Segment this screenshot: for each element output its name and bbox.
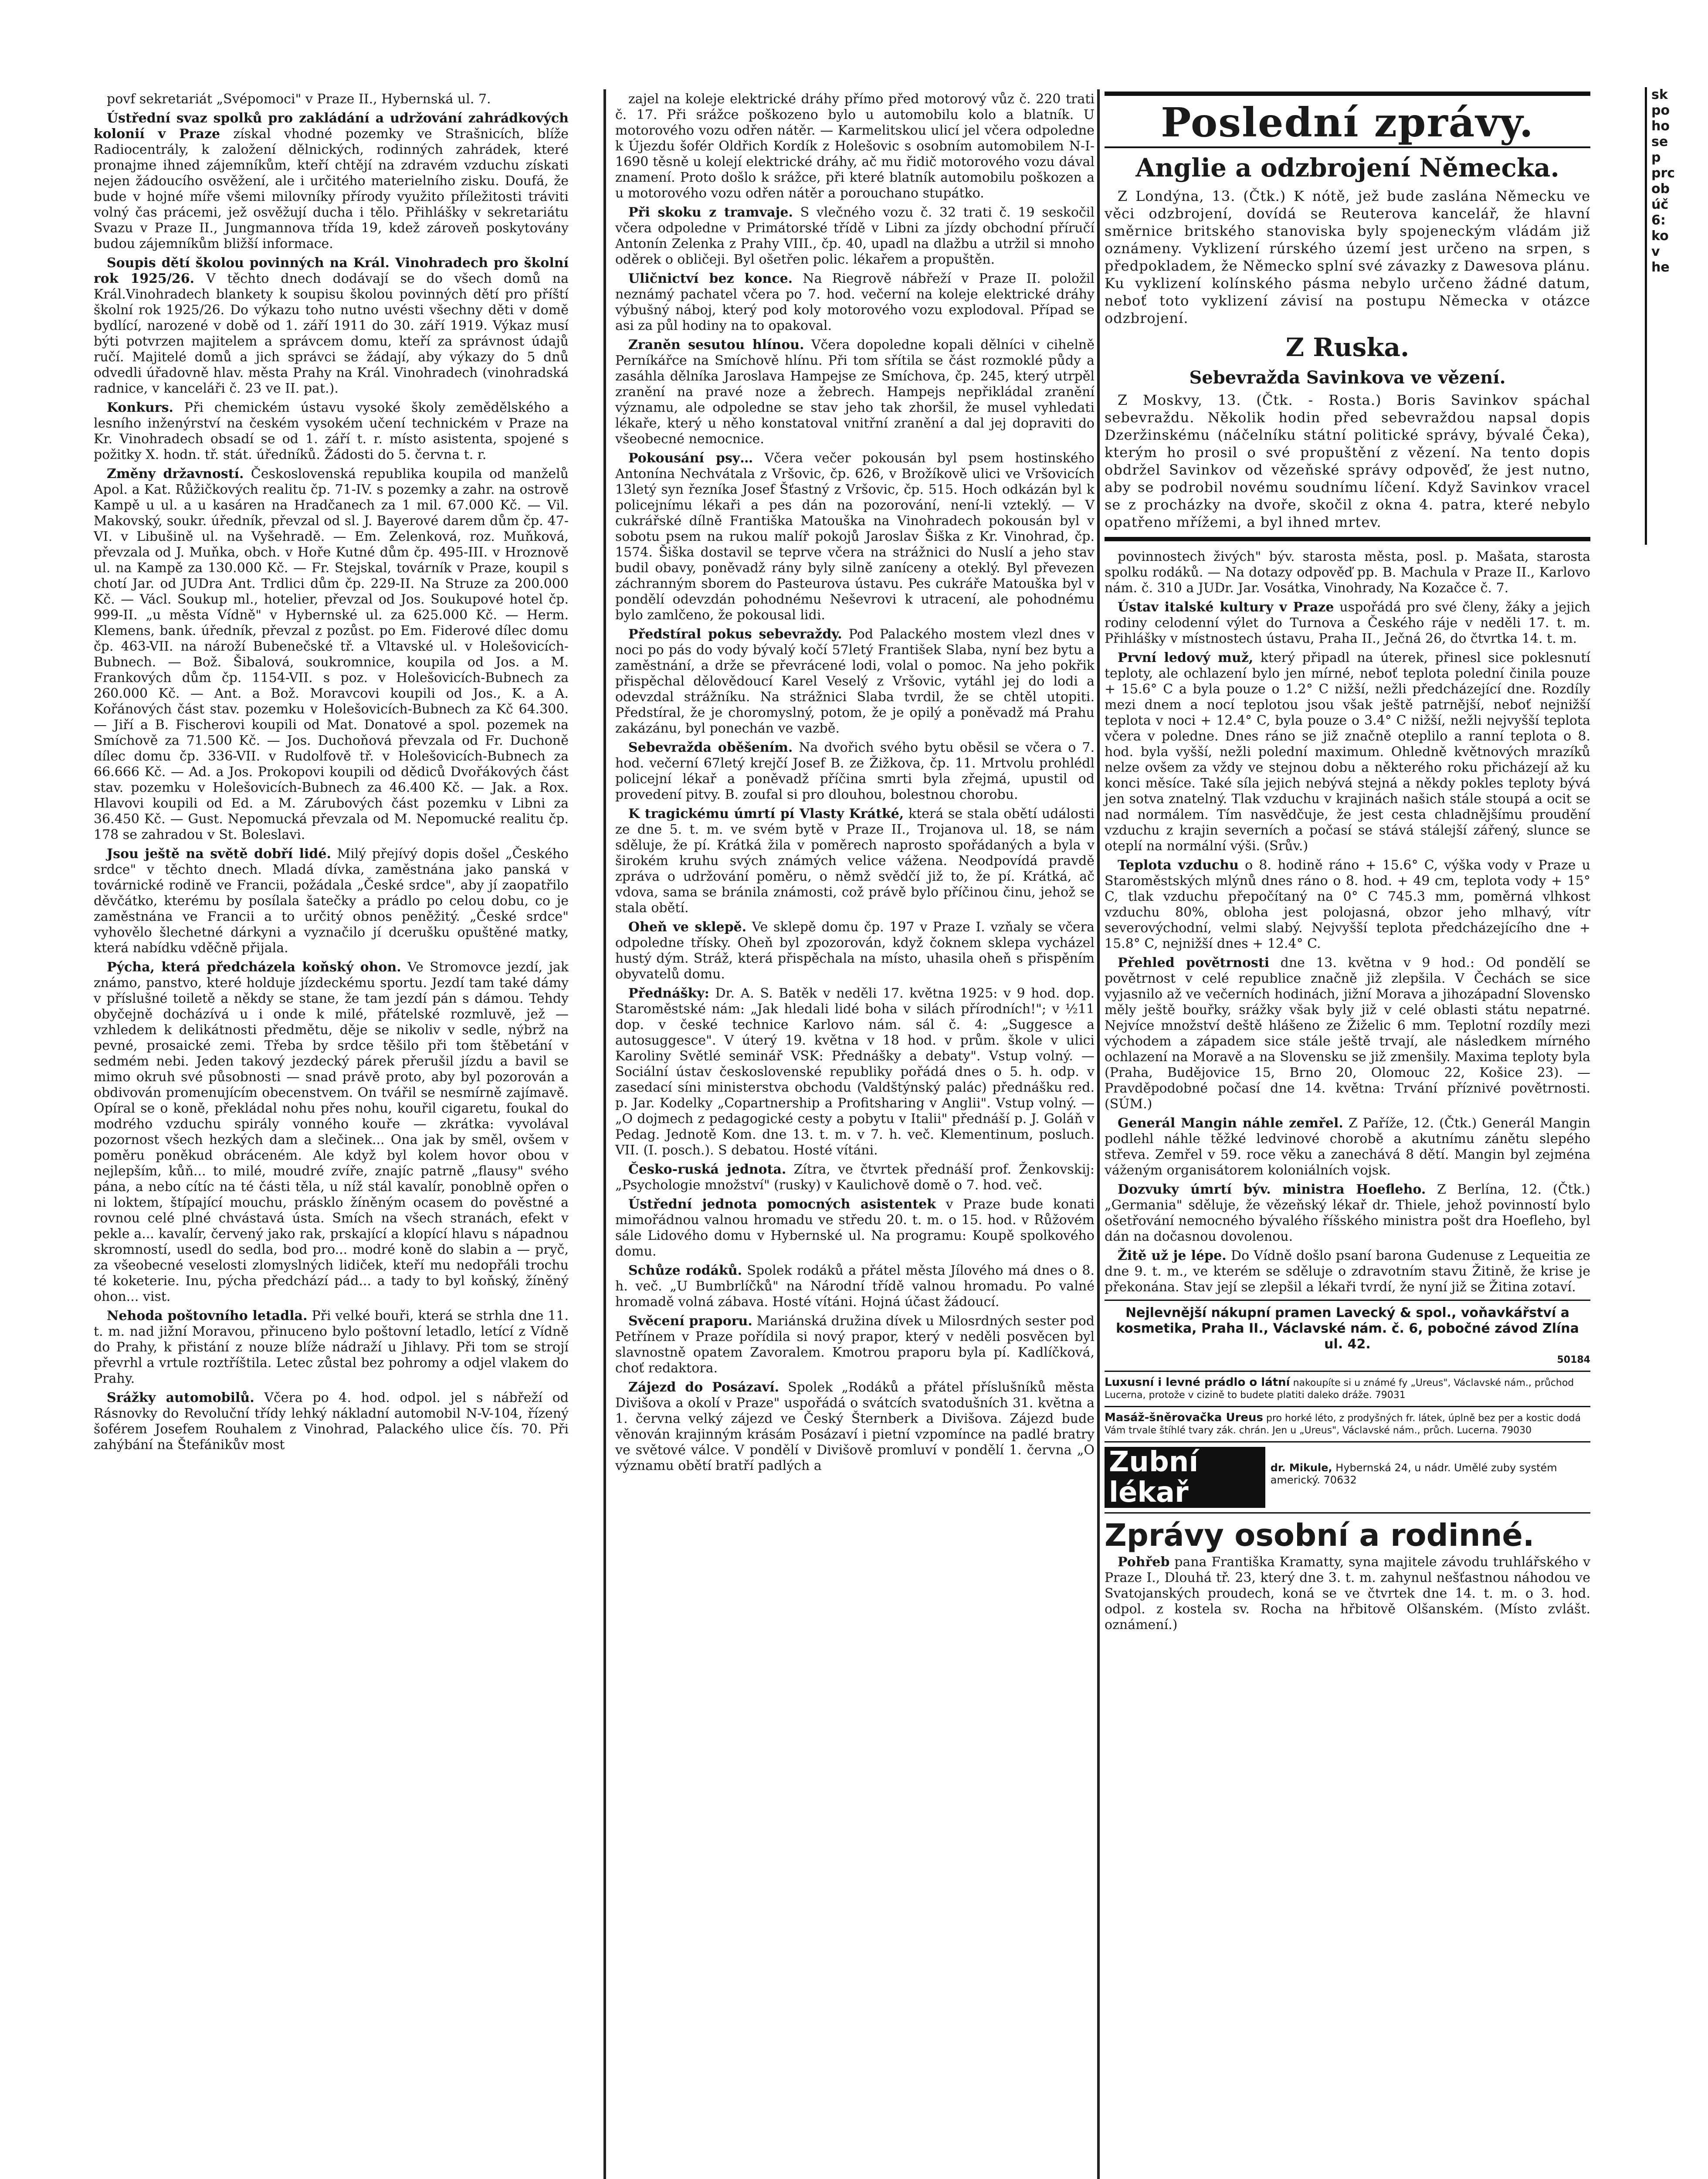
article-text: Na dvořich svého bytu oběsil se včera o 7. hod. večerní 67letý krejčí Josef B. ze Žižkova, čp. 11. Mrtvolu prohlédl policejní lékař a poněvadž příčina smrti byla zřejmá, upustil od provedení pitvy. B. zoufal si pro dlouhou, bolestnou chorobu. [615,740,1095,802]
article-item [615,337,1095,447]
article-text: Dr. A. S. Batěk v neděli 17. května 1925: v 9 hod. dop. Staroměstské nám: „Jak hledali lidé boha v silách přírodních!"; v ½11 dop. v české technice Karlovo nám. sál č. 4: „Suggesce a autosuggesce". V úterý 19. května v 18 hod. v prům. škole v ulici Karoliny Světlé seminář VSK: Přednášky a debaty". Vstup volný. — Sociální ústav československé republiky pořádá dnes o 5. h. odp. v zasedací síni ministerstva obchodu (Valdštýnský palác) přednášku red. p. Jar. Kodelky „Copartnership a Profitsharing v Anglii". Vstup volný. — „O dojmech z pedagogické cesty a pobytu v Italii" přednáší p. J. Goláň v Pedag. Jednotě Kom. dne 13. t. m. v 7. h. več. Klementinum, posluch. VII. (I. posch.). S debatou. Hosté vítáni. [615,986,1095,1158]
article-text: získal vhodné pozemky ve Strašnicích, blíže Radiocentrály, k založení dělnických, rodinných zahrádek, které pronajme ihned zájemníkům, kteří chtějí na zdravém vzduchu získati nejen žádoucího osvěžení, ale i určitého materielního zisku. Doufá, že bude v hojné míře všemi milovníky přírody využito příležitosti tráviti volný čas prácemi, jež osvěžují ducha i tělo. Přihlášky v sekretariátu Svazu v Praze II., Jungmannova třída 19, kdež zároveň poskytovány budou zájemníkům bližší informace. [94,126,569,251]
article-savinkov: Z Moskvy, 13. (Čtk. - Rosta.) Boris Savinkov spáchal sebevraždu. Několik hodin před sebevraždou napsal dopis Dzeržinskému (náčelníku státní politické správy, bývalé Čeka), kterým ho prosil o své propuštění z vězení. Na tento dopis obdržel Savinkov od vězeňské správy odpověď, že jest nutno, aby se podrobil novému soudnímu líčení. Když Savinkov vracel se z procházky na dvoře, skočil z okna 4. patra, které nebylo opatřeno mřížemi, a byl ihned mrtev. [1105,392,1590,530]
article-headline: Jsou ještě na světě dobří lidé. [107,846,331,862]
article-headline: Dozvuky úmrtí býv. ministra Hoefleho. [1118,1182,1426,1197]
article-item [615,920,1095,982]
column-2 [615,92,1095,1477]
article-text: Z Paříže, 12. (Čtk.) Generál Mangin podlehl náhle těžké ledvinové chorobě a akutnímu zánětu slepého střeva. Zemřel v 59. roce věku a zanechává 8 dětí. Mangin byl zejména váženým organisátorem koloniálních vojsk. [1105,1116,1590,1178]
strip-fragment: p [1651,150,1661,165]
article-item [94,846,569,956]
ad-divider [1105,1441,1590,1442]
article-headline: Přednášky: [628,986,709,1001]
ad-dentist-details [1271,1462,1590,1486]
article-item [615,1162,1095,1193]
article-headline: Uličnictví bez konce. [628,271,793,286]
strip-fragment: prc [1651,166,1675,181]
article-text: Ve Stromovce jezdí, jak známo, panstvo, které holduje jízdeckému sportu. Jezdí tam také dámy v příslušné toiletě a někdy se stane, že tam jezdí pán s dámou. Tehdy obyčejně docházívá u i onde k milé, přátelské rozmluvě, jež — vzhledem k delikátnosti předmětu, děje se nikoliv v sedle, nýbrž na pevné, prosaické zemi. Třeba by srdce těšilo při tom štěbetání v sedmém nebi. Jeden takový jezdecký párek přerušil jízdu a bavil se mimo okruh své působnosti — snad právě proto, aby byl pozorován a obdivován promenujícím obecenstvem. On tvářil se nesmírně zajímavě. Opíral se o koně, překládal nohu přes nohu, kouřil cigaretu, foukal do modrého vzduchu spirály vonného kouře — zkrátka: vyvolával pozornost všech hezkých dam a slečinek... Ona jak by směl, ovšem v poměru poněkud obráceném. Ale když byl kolem hovor obou v nejlepším, kůň... to milé, moudré zvíře, znajíc patrně „flausy" svého pána, a nebo cítíc na té části těla, u níž stál kavalír, ponoblně opřen o ni loktem, štípající mouchu, prásklo žíněným ocasem do pověstné a rovnou celé plné chvástavá ústa. Smích na všech stranách, efekt v pekle a... kavalír, červený jako rak, prskající a klopící hlavu s nápadnou skromností, usedl do sedla, bod pro... modré koně do slabin a — pryč, za všeobecné veselosti zlomyslných lidiček, kteří mu nedopřáli trochu té koketerie. Inu, pýcha předchází pád... a tady to byl koňský, žíněný ohon... vist. [94,960,569,1304]
article-item [615,1197,1095,1259]
article-item [94,255,569,397]
article-headline: Žitě už je lépe. [1118,1248,1227,1263]
column-rule [1097,89,1100,2179]
article-text: Zítra, ve čtvrtek přednáší prof. Ženkovskij: „Psychologie množství" (rusky) v Kaulichově domě o 7. hod. več. [615,1162,1095,1193]
ad-dentist-address: Hybernská 24, u nádr. Umělé zuby systém americký. [1270,1462,1557,1486]
article-headline: Svěcení praporu. [628,1314,752,1329]
article-item [615,451,1095,623]
ad-dentist-number: 70632 [1323,1474,1357,1486]
article-headline: Ústřední svaz spolků pro zakládání a udržování zahrádkových kolonií v Praze [94,111,569,142]
ad-divider [1105,1512,1590,1514]
article-item [615,986,1095,1158]
article-text: Včera po 4. hod. odpol. jel s nábřeží od Rásnovky do Revoluční třídy lehký nákladní automobil N-V-104, řízený šoférem Josefem Rouhalem z Vinohrad, Palackého ulice čís. 70. Při zahýbání na Štefánikův most [94,1390,569,1453]
personal-news-text: pana Františka Kramatty, syna majitele závodu truhlářského v Praze I., Dlouhá tř. 23, který dne 3. t. m. zahynul nešťastnou náhodou ve Svatojanských proudech, koná se ve čtvrtek dne 14. t. m. o 3. hod. odpol. z kostela sv. Rocha na hřbitově Olšanském. (Místo zvlášt. oznámení.) [1105,1554,1590,1633]
article-item [615,740,1095,803]
ad-dentist [1105,1447,1590,1508]
article-item [1105,955,1590,1112]
column-3-items [1105,549,1590,1295]
article-text: Na Riegrově nábřeží v Praze II. položil neznámý pachatel včera po 7. hod. večerní na koleje elektrické dráhy výbušný náboj, který pod koly motorového vozu explodoval. Případ se asi za půl hodiny na to opakoval. [615,271,1095,333]
article-text: Spolek rodáků a přátel města Jílového má dnes o 8. h. več. „U Bumbrlíčků" na Národní třídě valnou hromadu. Po valné hromadě volná zábava. Hosté vítáni. Hojná účast žádoucí. [615,1263,1095,1310]
article-text: v Praze bude konati mimořádnou valnou hromadu ve středu 20. t. m. o 15. hod. v Růžovém sále Lidového domu v Hybernské ul. Na programu: Koupě spolkového domu. [615,1197,1095,1259]
headline-rusko: Z Ruska. [1285,333,1410,362]
column-1 [94,92,569,1456]
article-item [94,1308,569,1387]
article-item [615,1380,1095,1474]
article-text: Do Vídně došlo psaní barona Gudenuse z Lequeitia ze dne 9. t. m., ve kterém se sděluje o zdravotním stavu Žitině, že krise je překonána. Stav její se zlepšil a lékaři tvrdí, že nyní již se Žitina zotaví. [1105,1248,1590,1295]
ad-divider [1105,1406,1590,1407]
article-text: Při velké bouři, která se strhla dne 11. t. m. nad jižní Moravou, přinuceno bylo poštovní letadlo, letící z Vídně do Prahy, k přistání z nouze blíže nádraží u Jihlavy. Při tom se strojí převrhl a vrtule roztříštila. Letec zůstal bez pohromy a odjel vlakem do Prahy. [94,1308,569,1386]
article-item [94,111,569,252]
article-headline: Schůze rodáků. [628,1263,742,1278]
article-headline: Konkurs. [107,400,173,415]
article-item [1105,1116,1590,1178]
article-item [615,627,1095,737]
article-headline: Ústřední jednota pomocných asistentek [628,1197,936,1212]
article-text: Mariánská družina dívek u Milosrdných sester pod Petřínem v Praze pořídila si nový prapor, který v neděli posvěcen byl slavnostně opatem Zavoralem. Kmotrou praporu byla pí. Kadlíčková, choť redaktora. [615,1314,1095,1376]
strip-fragment: v [1651,244,1660,259]
ad-dentist-name: dr. Mikule, [1270,1462,1332,1474]
ad-dentist-title: Zubní lékař [1105,1447,1265,1508]
article-text: o 8. hodině ráno + 15.6° C, výška vody v Praze u Staroměstských mlýnů dnes ráno o 8. hod. + 49 cm, teplota vody + 15° C, tlak vzduchu přepočítaný na 0° C 745.3 mm, poměrná vlhkost vzduchu 80%, obloha jest polojasná, obzor jeho mlhavý, vítr severovýchodní, velmi slabý. Nejvyšší teplota předcházejícího dne + 15.8° C, nejnižší dnes + 12.4° C. [1105,858,1590,951]
strip-fragment: 6: [1651,213,1666,228]
article-item [615,205,1095,268]
ad-lavecky-number: 50184 [1557,1354,1590,1365]
article-headline: Nehoda poštovního letadla. [107,1308,308,1324]
article-item [1105,650,1590,854]
article-headline: Přehled povětrnosti [1118,955,1270,971]
section-divider [1105,537,1590,541]
article-item [615,806,1095,916]
ad-lavecky [1105,1305,1590,1366]
article-text: dne 13. května v 9 hod.: Od pondělí se povětrnost v celé republice značně již zlepšila. V Čechách se sice vyjasnilo až ve večerních hodinách, jižní Morava a jihozápadní Slovensko měly ještě bouřky, srážky však byly již v celé oblasti státu nepatrné. Nejvíce množství deště hlášeno ze Žiželic 6 mm. Teplotní rozdíly mezi východem a západem sice stále ještě trvají, ale následkem mírného ochlazení na Moravě a na Slovensku se již zmenšily. Maxima teploty byla (Praha, Budějovice 15, Brno 20, Olomouc 22, Košice 23). — Pravděpodobné počasí dne 14. května: Trvání příznivé povětrnosti. (SÚM.) [1105,955,1590,1112]
article-headline: Generál Mangin náhle zemřel. [1118,1116,1343,1131]
strip-fragment: he [1651,260,1670,275]
article-item [94,400,569,463]
ad-ureus-masaz-text: pro horké léto, z prodyšných fr. látek, úplně bez per a kostic dodá Vám trvale štíhlé tvary zák. chrán. Jen u „Ureus", Václavské nám., průch. Lucerna. [1105,1413,1581,1436]
strip-fragment: ho [1651,119,1670,134]
article-item [1105,549,1590,596]
ad-divider [1105,1300,1590,1301]
ad-divider [1105,1371,1590,1372]
article-headline: Srážky automobilů. [107,1390,254,1405]
article-text: Československá republika koupila od manželů Apol. a Kat. Růžičkových realitu čp. 71-IV. s pozemky a zahr. na ostrově Kampě u ul. a u kasáren na Hradčanech za 1 mil. 67.000 Kč. — Vil. Makovský, soukr. úředník, převzal od sl. J. Bayerové darem dům čp. 47-VI. v Libušině ul. na Vyšehradě. — Em. Zelenková, roz. Muňková, převzala od J. Muňka, obch. v Hoře Kutné dům čp. 495-III. v Hroznově ul. na Kampě za 130.000 Kč. — Fr. Stejskal, továrník v Praze, koupil s chotí Jar. od JUDra Ant. Trdlici dům čp. 229-II. Na Struze za 200.000 Kč. — Václ. Soukup ml., hotelier, převzal od Jos. Soukupové hotel čp. 999-II. „u města Vídně" v Hybernské ul. za 625.000 Kč. — Herm. Klemens, bank. úředník, převzal z pozůst. po Em. Fiderové dílec domu čp. 463-VII. na nároží Bubenečské tř. a Vltavské ul. v Holešovicích-Bubnech. — Bož. Šibalová, soukromnice, koupila od Jos. a M. Frankových dům čp. 1154-VII. s poz. v Holešovicích-Bubnech za 260.000 Kč. — Ant. a Bož. Moravcovi koupili od Jos., K. a A. Kořánových část stav. pozemku v Holešovicích-Bubnech za Kč 64.300. — Jiří a B. Fischerovi koupili od Mat. Donatové a spol. pozemek na Smíchově za 71.500 Kč. — Jos. Duchoňová převzala od Fr. Duchoně dílec domu čp. 336-VII. v Rudolfově tř. v Holešovicích-Bubnech za 66.666 Kč. — Ad. a Jos. Prokopovi koupili od dědiců Dvořákových část stav. pozemku v Holešovicích-Bubnech za 46.400 Kč. — Jak. a Rox. Hlavovi koupili od Ed. a M. Zárubových část pozemku v Libni za 36.450 Kč. — Gust. Nepomucká převzala od M. Nepomucké realitu čp. 178 se zahradou v St. Boleslavi. [94,466,569,842]
article-text: S vlečného vozu č. 32 trati č. 19 seskočil včera odpoledne v Primátorské třídě v Libni za jízdy obchodní příručí Antonín Zelenka z Prahy VIII., čp. 40, upadl na dlažbu a utržil si mnoho oděrek o obličeji. Byl ošetřen polic. lékařem a propuštěn. [615,205,1095,267]
article-headline: První ledový muž, [1118,650,1254,665]
article-headline: Změny državností. [107,466,244,482]
article-text: Při chemickém ústavu vysoké školy zemědělského a lesního inženýrství na českém vysokém učení technickém v Praze na Kr. Vinohradech obsadí se od 1. září t. r. místo asistenta, spojené s požitky X. hodn. tř. stát. úředníků. Žádosti do 5. června t. r. [94,400,569,462]
article-item [1105,858,1590,952]
article-text: povinnostech živých" býv. starosta města, posl. p. Mašata, starosta spolku rodáků. — Na dotazy odpověď pp. B. Machula v Praze II., Karlovo nám. č. 310 a JUDr. Jar. Vosátka, Vinohrady, Na Kozačce č. 7. [1105,549,1590,596]
ad-ureus-pradlo-number: 79031 [1375,1390,1406,1401]
article-item [1105,1248,1590,1295]
latest-news-header [1105,92,1590,148]
article-headline: Ústav italské kultury v Praze [1118,600,1334,615]
article-item [1105,1182,1590,1245]
article-text: Pod Palackého mostem vlezl dnes v noci po pás do vody bývalý kočí 57letý František Slaba, nyní bez bytu a zaměstnání, a drže se převrácené lodi, volal o pomoc. Na jeho pokřik přispěchal dělovědoucí Karel Veselý z Vršovic, vytáhl jej do lodi a odevzdal strážníku. Na strážnici Slaba tvrdil, že se chtěl utopiti. Předstíral, že je choromyslný, potom, že je opilý a poněvadž má Prahu zakázánu, byl ponechán ve vazbě. [615,627,1095,736]
article-text: Spolek „Rodáků a přátel příslušníků města Divišova a okolí v Praze" uspořádá o svátcích svatodušních 31. května a 1. června velký zájezd ve Český Šternberk a Divišova. Zájezd bude věnován krajinným krásám Posázaví i pietní vzpomínce na padlé bratry ve světové válce. V pondělí v Divišově promluví v pondělí 1. června „O významu obětí bratří padlých a [615,1380,1095,1473]
article-item [615,1314,1095,1376]
strip-fragment: sk [1651,87,1668,102]
article-text: který připadl na úterek, přinesl sice poklesnutí teploty, ale ochlazení bylo jen mírné, neboť teplota polední činila pouze + 15.6° C a byla pouze o 1.2° C nižší, nežli předcházející dne. Rozdíly mezi dnem a nocí teplotou jsou však ještě patrnější, neboť nejnižší teplota v noci + 12.4° C, byla pouze o 3.4° C nižší, nežli nejvyšší teplota včera v poledne. Dnes ráno se již značně oteplilo a ranní teplota o 8. hod. byla vyšší, nežli polední maximum. Ohledně květnových mrazíků nelze ovšem za vždy ve stejnou dobu a některého roku přicházejí až ku konci měsíce. Také síla jejich nebývá stejná a někdy pokles teploty bývá jen sotva znatelný. Tlak vzduchu v krajinách našich stále stoupá a ocit se nad normálem. Tím nasvědčuje, že jest cesta chladnějšímu proudění vzduchu z krajin severních a počasí se stává stálejší zářený, slunce se oteplí na normální výši. (Srův.) [1105,650,1590,854]
ad-ureus-pradlo-text: nakoupíte si u známé fy „Ureus", Václavské nám., průchod Lucerna, protože v cizině to budete platiti daleko dráže. [1105,1378,1574,1401]
article-headline: Oheň ve sklepě. [628,920,747,935]
article-text: Včera večer pokousán byl psem hostinského Antonína Nechvátala z Vršovic, čp. 626, v Brožíkově ulici ve Vršovicích 13letý syn řezníka Josef Šťastný z Vršovic, čp. 515. Hoch odkázán byl k policejnímu lékaři a pes dán na pozorování, není-li vzteklý. — V cukrářské dílně Františka Matouška na Vinohradech pokousán byl v sobotu psem na rukou malíř pokojů Jaroslav Šiška z Kr. Vinohrad, čp. 1574. Šiška dostavil se teprve včera na strážnici do Nuslí a jeho stav budil obavy, poněvadž rány byly silně zaníceny a oteklý. Byl převezen záchranným sborem do Pasteurova ústavu. Pes cukráře Matouška byl v pondělí odevzdán pohodnému Neševrovi k utracení, ale pohodnému bylo zamlčeno, že pokousal lidi. [615,451,1095,623]
article-text: povf sekretariát „Svépomoci" v Praze II., Hybernská ul. 7. [107,92,491,107]
article-item [94,92,569,107]
article-text: Ve sklepě domu čp. 197 v Praze I. vzňaly se včera odpoledne třísky. Oheň byl zpozorován, když čoknem sklepa vycházel hustý dým. Stráž, která přispěchala na místo, uhasila oheň s přispěním obyvatelů domu. [615,920,1095,982]
ad-ureus-masaz [1105,1412,1590,1437]
article-headline: Pokousání psy… [628,451,753,466]
article-headline: Zraněn sesutou hlínou. [628,337,804,353]
latest-news-title: Poslední zprávy. [1161,99,1534,146]
ad-ureus-masaz-number: 79030 [1501,1425,1532,1436]
personal-news-item [1105,1554,1590,1633]
adjacent-page-strip [1645,87,1708,545]
article-text: která se stala obětí události ze dne 5. t. m. ve svém bytě v Praze II., Trojanova ul. 18, se nám sděluje, že pí. Krátká žila v poměrech naprosto spořádaných a byla v širokém kruhu svých známých velice vážena. Neodpovídá pravdě zpráva o udržování poměru, o němž svědčí již to, že pí. Krátká, ač vdova, sama se bránila známosti, což právě bylo příčinou činu, jehož se stala obětí. [615,806,1095,916]
column-rule [603,89,606,2179]
strip-fragment: ob [1651,181,1670,197]
article-headline: Soupis dětí školou povinných na Král. Vinohradech pro školní rok 1925/26. [94,255,569,286]
article-text: zajel na koleje elektrické dráhy přímo před motorový vůz č. 220 trati č. 17. Při srážce poškozeno bylo u automobilu kolo a blatník. U motorového vozu odřen nátěr. — Karmelitskou ulicí jel včera odpoledne k Újezdu šofér Oldřich Kordík z Holešovic s osobním automobilem N-I-1690 těsně u kolejí elektrické dráhy, ač mu řidič motorového vozu dával znamení. Proto došlo k srážce, při které blatník automobilu poškozen a u motorového vozu odřen nátěr a porouchano stupátko. [615,92,1095,201]
article-text: Včera dopoledne kopali dělníci v cihelně Perníkářce na Smíchově hlínu. Při tom sřítila se část rozmoklé půdy a zasáhla dělníka Jaroslava Hampejse ze Smíchova, čp. 245, který utrpěl zranění na pravé noze a žebrech. Hampejs nepřikládal zranění významu, ale odpoledne se stav jeho tak zhoršil, že musel vyhledati lékaře, který u něho konstatoval vnitřní zranění a dal jej dopraviti do všeobecné nemocnice. [615,337,1095,447]
personal-news-title: Zprávy osobní a rodinné. [1105,1517,1535,1553]
article-text: V těchto dnech dodávají se do všech domů na Král.Vinohradech blankety k soupisu školou povinných dětí pro příští školní rok 1925/26. Do výkazu toho nutno uvésti všechny děti v domě bydlící, narozené v době od 1. září 1911 do 30. září 1919. Výkaz musí býti potvrzen majitelem a správcem domu, kteří za správnost údajů ručí. Majitelé domů a jich správci se žádají, aby výkazy do 5 dnů odvedli úřadovně hlav. města Prahy na Král. Vinohradech (vinohradská radnice, v kanceláři č. 23 ve II. pat.). [94,271,569,396]
ad-lavecky-text: Nejlevnější nákupní pramen Lavecký & spol., voňavkářství a kosmetika, Praha II., Václavské nám. č. 6, pobočné závod Zlína ul. 42. [1116,1305,1579,1352]
strip-fragment: ko [1651,228,1669,244]
ad-ureus-pradlo-bold: Luxusní i levné prádlo o látní [1105,1376,1290,1389]
article-item [615,271,1095,334]
article-item [94,1390,569,1453]
article-text: Z Berlína, 12. (Čtk.) „Germania" sděluje, že vězeňský lékař dr. Thiele, jehož povinností bylo ošetřování nemocného bývalého říšského ministra pošt dra Hoefleho, byl dán na dočasnou dovolenou. [1105,1182,1590,1244]
article-anglie: Z Londýna, 13. (Čtk.) K nótě, jež bude zaslána Německu ve věci odzbrojení, dovídá se Reuterova kancelář, že hlavní směrnice britského stanoviska byly spojeneckým vládám již oznámeny. Vyklizení rúrského území jest určeno na srpen, s předpokladem, že Německo splní své závazky z Dawesova plánu. Ku vyklizení kolínského pásma nebylo určeno žádné datum, neboť toto vyklizení závisí na postupu Německa v otázce odzbrojení. [1105,188,1590,326]
ad-ureus-pradlo [1105,1376,1590,1402]
article-text: Milý přejívý dopis došel „Českého srdce" v těchto dnech. Mladá dívka, zaměstnána jako panská v továrnické rodině ve Francii, požádala „České srdce", aby jí zaopatřilo děvčátko, kterému by posílala šatečky a prádlo po celou dobu, co je zaměstnána ve Francii a to určitý obnos peněžitý. „České srdce" vyhovělo šlechetné dárkyni a vyznačilo jí dcerušku opuštěné matky, která nabídku vděčně přijala. [94,846,569,956]
top-border [94,0,1593,5]
headline-anglie: Anglie a odzbrojení Německa. [1135,153,1559,183]
article-headline: Zájezd do Posázaví. [628,1380,779,1395]
article-item [1105,600,1590,647]
strip-fragment: se [1651,134,1668,149]
ad-ureus-masaz-bold: Masáž-šněrovačka Ureus [1105,1411,1264,1424]
article-item [615,1263,1095,1310]
article-headline: Pýcha, která předcházela koňský ohon. [107,960,401,975]
article-item [615,92,1095,201]
article-headline: Při skoku z tramvaje. [628,205,793,220]
article-headline: Česko-ruská jednota. [628,1162,786,1177]
article-headline: Předstíral pokus sebevraždy. [628,627,842,642]
article-headline: Teplota vzduchu [1118,858,1239,873]
article-item [94,466,569,843]
article-headline: K tragickému úmrtí pí Vlasty Krátké, [628,806,904,821]
article-text: uspořádá pro své členy, žáky a jejich rodiny celodenní výlet do Turnova a Českého ráje v neděli 17. t. m. Přihlášky v místnostech ústavu, Praha II., Ječná 26, do čtvrtka 14. t. m. [1105,600,1590,646]
article-headline: Sebevražda oběšením. [628,740,793,755]
personal-news-head: Pohřeb [1118,1554,1170,1570]
column-3 [1105,92,1590,1636]
strip-fragment: po [1651,103,1670,118]
strip-fragment: úč [1651,197,1669,212]
subheadline-savinkov: Sebevražda Savinkova ve vězení. [1189,367,1506,388]
article-item [94,960,569,1305]
